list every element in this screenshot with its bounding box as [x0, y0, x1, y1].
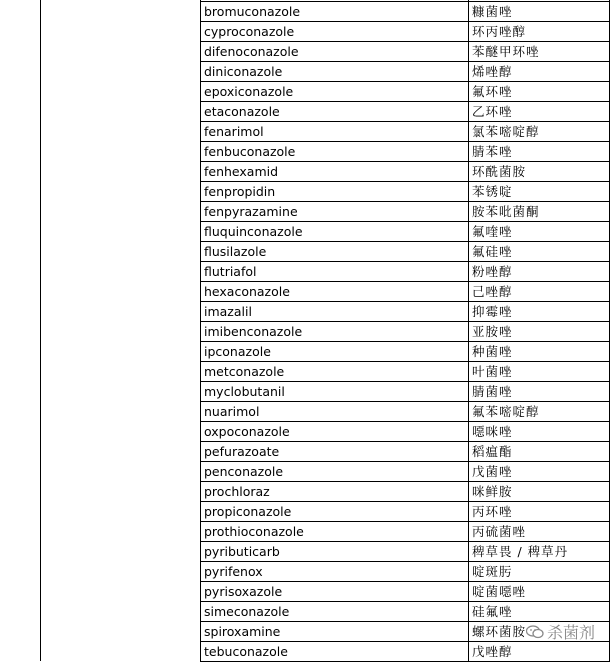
chinese-name-cell[interactable]: 己唑醇	[472, 284, 513, 299]
chinese-name-cell[interactable]: 氟苯嘧啶醇	[472, 404, 540, 419]
chinese-name-cell[interactable]: 苯醚甲环唑	[472, 44, 540, 59]
chinese-name-cell[interactable]: 硅氟唑	[472, 604, 513, 619]
table-row	[200, 382, 610, 402]
chinese-name-cell[interactable]: 苯锈啶	[472, 184, 513, 199]
english-name-cell[interactable]: difenoconazole	[204, 44, 299, 59]
table-row	[200, 22, 610, 42]
fungicide-table	[200, 2, 610, 662]
english-name-cell[interactable]: myclobutanil	[204, 384, 285, 399]
english-name-cell[interactable]: fenpyrazamine	[204, 204, 298, 219]
english-name-cell[interactable]: pyrifenox	[204, 564, 263, 579]
english-name-cell[interactable]: propiconazole	[204, 504, 292, 519]
chinese-name-cell[interactable]: 戊唑醇	[472, 644, 513, 659]
table-row	[200, 202, 610, 222]
table-row	[200, 322, 610, 342]
english-name-cell[interactable]: epoxiconazole	[204, 84, 294, 99]
table-row	[200, 602, 610, 622]
english-name-cell[interactable]: cyproconazole	[204, 24, 295, 39]
table-row	[200, 642, 610, 662]
table-row	[200, 102, 610, 122]
table-row	[200, 2, 610, 22]
table-row	[200, 62, 610, 82]
chinese-name-cell[interactable]: 戊菌唑	[472, 464, 513, 479]
chinese-name-cell[interactable]: 腈苯唑	[472, 144, 513, 159]
english-name-cell[interactable]: spiroxamine	[204, 624, 281, 639]
chinese-name-cell[interactable]: 乙环唑	[472, 104, 513, 119]
table-row	[200, 342, 610, 362]
chinese-name-cell[interactable]: 种菌唑	[472, 344, 513, 359]
chinese-name-cell[interactable]: 亚胺唑	[472, 324, 513, 339]
watermark	[526, 620, 595, 643]
table-row	[200, 302, 610, 322]
english-name-cell[interactable]: fluquinconazole	[204, 224, 303, 239]
chinese-name-cell[interactable]: 胺苯吡菌酮	[472, 204, 540, 219]
chinese-name-cell[interactable]: 腈菌唑	[472, 384, 513, 399]
table-row	[200, 282, 610, 302]
english-name-cell[interactable]: tebuconazole	[204, 644, 288, 659]
chinese-name-cell[interactable]: 氯苯嘧啶醇	[472, 124, 540, 139]
table-row	[200, 462, 610, 482]
wechat-icon	[526, 625, 544, 639]
english-name-cell[interactable]: flusilazole	[204, 244, 267, 259]
table-row	[200, 362, 610, 382]
english-name-cell[interactable]: pyributicarb	[204, 544, 280, 559]
chinese-name-cell[interactable]: 叶菌唑	[472, 364, 513, 379]
grid-line	[40, 0, 41, 661]
chinese-name-cell[interactable]: 啶菌噁唑	[472, 584, 527, 599]
english-name-cell[interactable]: diniconazole	[204, 64, 283, 79]
english-name-cell[interactable]: metconazole	[204, 364, 285, 379]
chinese-name-cell[interactable]: 粉唑醇	[472, 264, 513, 279]
chinese-name-cell[interactable]: 丙环唑	[472, 504, 513, 519]
table-row	[200, 442, 610, 462]
english-name-cell[interactable]: fenhexamid	[204, 164, 279, 179]
table-row	[200, 182, 610, 202]
english-name-cell[interactable]: pyrisoxazole	[204, 584, 283, 599]
table-row	[200, 162, 610, 182]
english-name-cell[interactable]: imazalil	[204, 304, 252, 319]
chinese-name-cell[interactable]: 啶斑肟	[472, 564, 513, 579]
english-name-cell[interactable]: fenbuconazole	[204, 144, 296, 159]
watermark-text: 杀菌剂	[546, 623, 595, 642]
chinese-name-cell[interactable]: 稻瘟酯	[472, 444, 513, 459]
english-name-cell[interactable]: fenpropidin	[204, 184, 276, 199]
english-name-cell[interactable]: flutriafol	[204, 264, 257, 279]
chinese-name-cell[interactable]: 糠菌唑	[472, 4, 513, 19]
english-name-cell[interactable]: imibenconazole	[204, 324, 303, 339]
table-row	[200, 122, 610, 142]
table-row	[200, 482, 610, 502]
english-name-cell[interactable]: etaconazole	[204, 104, 280, 119]
table-row	[200, 542, 610, 562]
table-row	[200, 402, 610, 422]
chinese-name-cell[interactable]: 环丙唑醇	[472, 24, 527, 39]
english-name-cell[interactable]: hexaconazole	[204, 284, 290, 299]
english-name-cell[interactable]: pefurazoate	[204, 444, 280, 459]
table-row	[200, 142, 610, 162]
chinese-name-cell[interactable]: 丙硫菌唑	[472, 524, 527, 539]
table-row	[200, 582, 610, 602]
table-row	[200, 422, 610, 442]
english-name-cell[interactable]: oxpoconazole	[204, 424, 290, 439]
table-row	[200, 222, 610, 242]
chinese-name-cell[interactable]: 烯唑醇	[472, 64, 513, 79]
chinese-name-cell[interactable]: 抑霉唑	[472, 304, 513, 319]
table-row	[200, 262, 610, 282]
table-row	[200, 82, 610, 102]
english-name-cell[interactable]: fenarimol	[204, 124, 264, 139]
english-name-cell[interactable]: prochloraz	[204, 484, 270, 499]
table-row	[200, 502, 610, 522]
chinese-name-cell[interactable]: 噁咪唑	[472, 424, 513, 439]
english-name-cell[interactable]: nuarimol	[204, 404, 260, 419]
english-name-cell[interactable]: prothioconazole	[204, 524, 304, 539]
english-name-cell[interactable]: simeconazole	[204, 604, 290, 619]
chinese-name-cell[interactable]: 氟硅唑	[472, 244, 513, 259]
english-name-cell[interactable]: bromuconazole	[204, 4, 301, 19]
chinese-name-cell[interactable]: 环酰菌胺	[472, 164, 527, 179]
chinese-name-cell[interactable]: 氟喹唑	[472, 224, 513, 239]
chinese-name-cell[interactable]: 螺环菌胺	[472, 624, 527, 639]
english-name-cell[interactable]: ipconazole	[204, 344, 271, 359]
table-row	[200, 242, 610, 262]
table-row	[200, 522, 610, 542]
chinese-name-cell[interactable]: 稗草畏 / 稗草丹	[472, 544, 569, 559]
chinese-name-cell[interactable]: 咪鲜胺	[472, 484, 513, 499]
table-row	[200, 42, 610, 62]
table-row	[200, 562, 610, 582]
english-name-cell[interactable]: penconazole	[204, 464, 284, 479]
chinese-name-cell[interactable]: 氟环唑	[472, 84, 513, 99]
